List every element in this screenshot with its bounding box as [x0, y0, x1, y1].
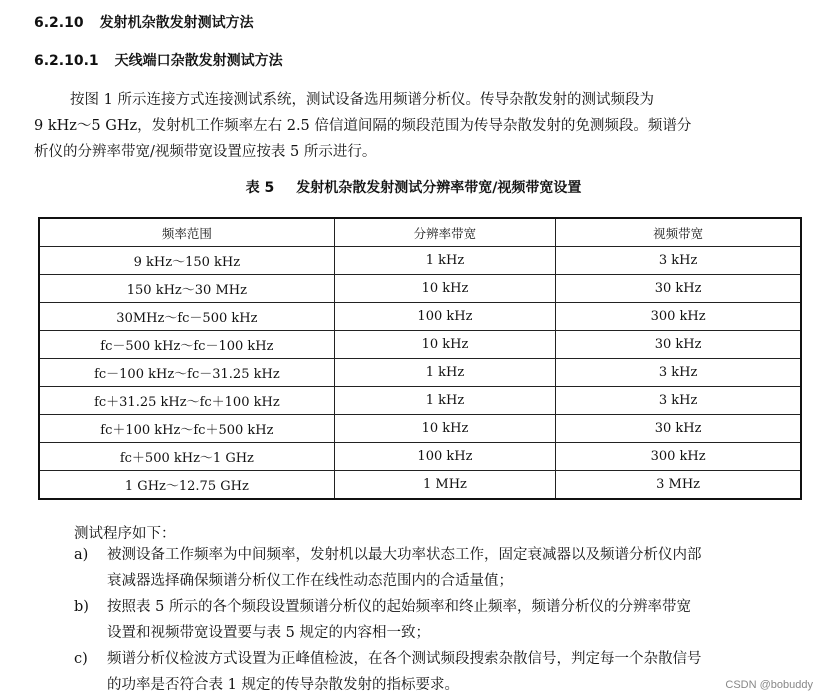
- cell-vbw: 3 kHz: [556, 359, 801, 387]
- item-line: 的功率是否符合表 1 规定的传导杂散发射的指标要求。: [107, 677, 459, 693]
- header-frequency-range: 频率范围: [39, 218, 334, 247]
- cell-frequency-range: fc－500 kHz～fc－100 kHz: [39, 331, 334, 359]
- table-row: [39, 331, 801, 359]
- item-label: a): [74, 547, 89, 563]
- cell-frequency-range: fc＋500 kHz～1 GHz: [39, 443, 334, 471]
- item-label: b): [74, 599, 89, 615]
- section-number: 6.2.10: [34, 15, 84, 31]
- cell-vbw: 30 kHz: [556, 415, 801, 443]
- table-title: 发射机杂散发射测试分辨率带宽/视频带宽设置: [296, 180, 582, 196]
- cell-rbw: 1 kHz: [334, 247, 555, 275]
- bandwidth-settings-table: [38, 217, 802, 500]
- table-row: [39, 387, 801, 415]
- item-line: 被测设备工作频率为中间频率，发射机以最大功率状态工作，固定衰减器以及频谱分析仪内部: [107, 547, 702, 563]
- cell-vbw: 3 kHz: [556, 247, 801, 275]
- cell-rbw: 1 kHz: [334, 359, 555, 387]
- subsection-heading-6-2-10-1: [34, 50, 283, 70]
- cell-vbw: 30 kHz: [556, 275, 801, 303]
- cell-frequency-range: 1 GHz～12.75 GHz: [39, 471, 334, 500]
- cell-frequency-range: 150 kHz～30 MHz: [39, 275, 334, 303]
- table-row: [39, 443, 801, 471]
- paragraph-line: 析仪的分辨率带宽/视频带宽设置应按表 5 所示进行。: [34, 144, 377, 160]
- header-resolution-bandwidth: 分辨率带宽: [334, 218, 555, 247]
- table-caption: [0, 177, 827, 197]
- table-row: [39, 415, 801, 443]
- cell-frequency-range: fc－100 kHz～fc－31.25 kHz: [39, 359, 334, 387]
- item-line: 按照表 5 所示的各个频段设置频谱分析仪的起始频率和终止频率，频谱分析仪的分辨率带宽: [107, 599, 691, 615]
- cell-rbw: 10 kHz: [334, 275, 555, 303]
- cell-rbw: 100 kHz: [334, 303, 555, 331]
- cell-rbw: 1 MHz: [334, 471, 555, 500]
- item-line: 衰减器选择确保频谱分析仪工作在线性动态范围内的合适量值；: [107, 573, 513, 589]
- table-header-row: [39, 218, 801, 247]
- procedure-item-b: [74, 594, 814, 646]
- table-number: 表 5: [245, 180, 275, 196]
- procedure-item-c: [74, 646, 814, 698]
- cell-frequency-range: 30MHz～fc－500 kHz: [39, 303, 334, 331]
- header-video-bandwidth: 视频带宽: [556, 218, 801, 247]
- table-row: [39, 303, 801, 331]
- table-row: [39, 471, 801, 500]
- paragraph-line: 按图 1 所示连接方式连接测试系统，测试设备选用频谱分析仪。传导杂散发射的测试频段为: [70, 92, 654, 108]
- item-line: 频谱分析仪检波方式设置为正峰值检波，在各个测试频段搜索杂散信号，判定每一个杂散信号: [107, 651, 702, 667]
- section-title: 发射机杂散发射测试方法: [99, 15, 254, 31]
- paragraph-line: 9 kHz～5 GHz，发射机工作频率左右 2.5 倍信道间隔的频段范围为传导杂散发射的免测频段。频谱分: [34, 118, 692, 134]
- section-heading-6-2-10: [34, 12, 254, 32]
- cell-rbw: 100 kHz: [334, 443, 555, 471]
- cell-frequency-range: fc＋100 kHz～fc＋500 kHz: [39, 415, 334, 443]
- cell-vbw: 30 kHz: [556, 331, 801, 359]
- table-row: [39, 359, 801, 387]
- item-line: 设置和视频带宽设置要与表 5 规定的内容相一致；: [107, 625, 430, 641]
- cell-rbw: 1 kHz: [334, 387, 555, 415]
- item-label: c): [74, 651, 88, 667]
- table-row: [39, 275, 801, 303]
- cell-frequency-range: fc＋31.25 kHz～fc＋100 kHz: [39, 387, 334, 415]
- subsection-title: 天线端口杂散发射测试方法: [114, 53, 283, 69]
- cell-vbw: 3 MHz: [556, 471, 801, 500]
- cell-rbw: 10 kHz: [334, 415, 555, 443]
- cell-rbw: 10 kHz: [334, 331, 555, 359]
- intro-paragraph: [34, 87, 804, 165]
- cell-vbw: 3 kHz: [556, 387, 801, 415]
- cell-vbw: 300 kHz: [556, 443, 801, 471]
- watermark: CSDN @bobuddy: [725, 679, 813, 691]
- procedure-item-a: [74, 542, 814, 594]
- subsection-number: 6.2.10.1: [34, 53, 99, 69]
- cell-frequency-range: 9 kHz～150 kHz: [39, 247, 334, 275]
- table-row: [39, 247, 801, 275]
- cell-vbw: 300 kHz: [556, 303, 801, 331]
- procedure-title: 测试程序如下：: [74, 526, 176, 542]
